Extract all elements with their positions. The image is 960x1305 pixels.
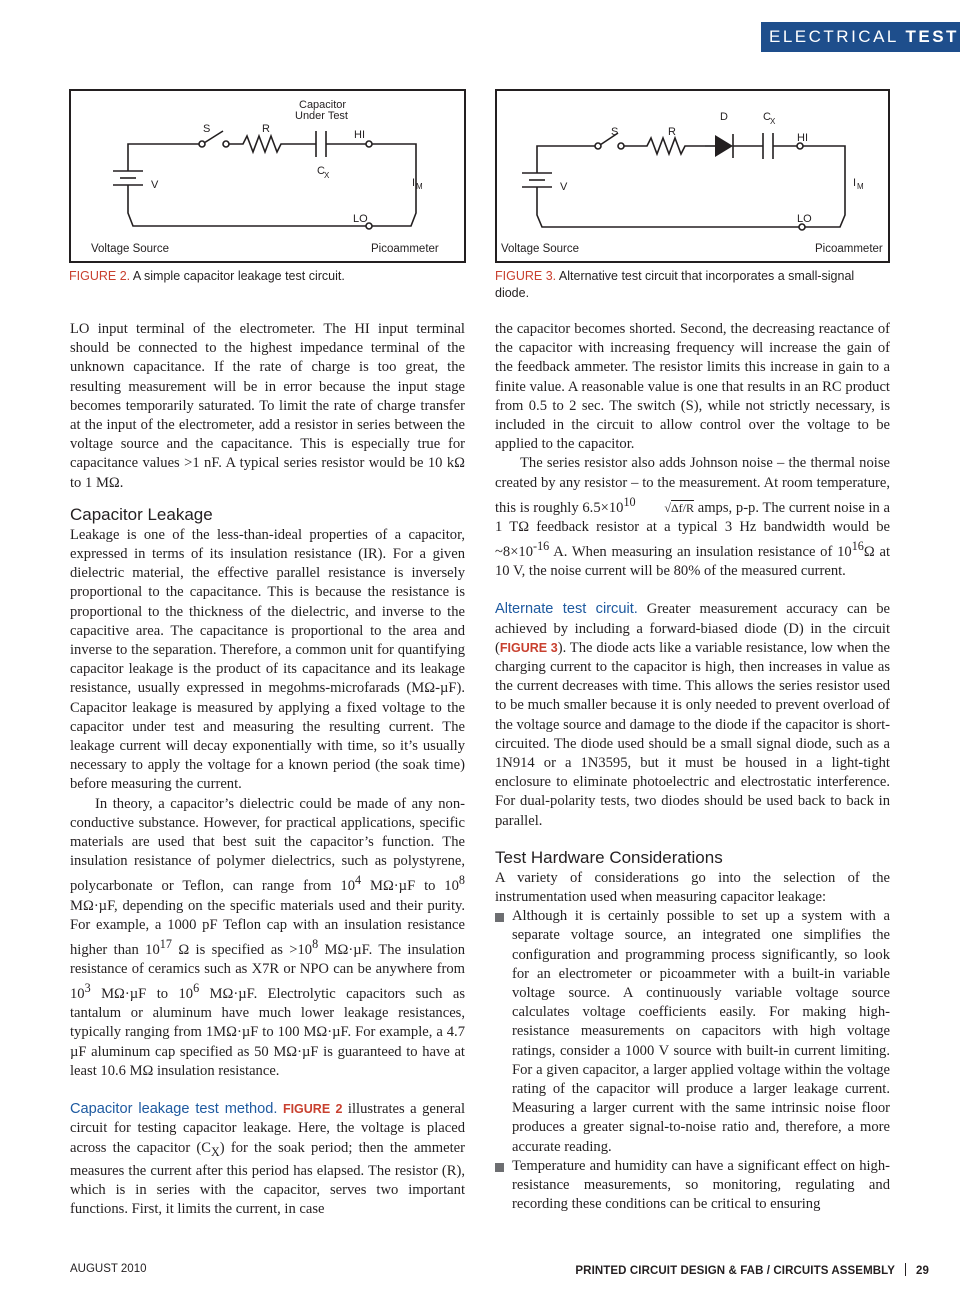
run-in-head-test-method: Capacitor leakage test method.: [70, 1101, 278, 1118]
heading-test-hardware: Test Hardware Considerations: [495, 847, 723, 867]
right-paragraph-3: Alternate test circuit. Greater measurement accuracy can be achieved by including a forward-biased diode (D) in the circuit (FIGURE 3). The diode acts like a variable resistance, low when the charging current to the capacitor is high, then increases in value as the current decreases with time. This allows the series resistor used to be much smaller because it is only needed to prevent overload of the voltage source and damage to the diode if the capacitor is short-circuited. The diode used should be a small signal diode, such as a 1N914 or a 1N3595, but it must be housed in a light-tight enclosure to eliminate photoelectric and electrostatic interference. For dual-polarity tests, two diodes should be used back to back in parallel.: [495, 601, 891, 829]
figure-3-reference: FIGURE 3: [499, 640, 558, 655]
fig2-label-cx-sub: X: [324, 171, 330, 180]
fig3-label-source: Voltage Source: [501, 243, 580, 255]
figure-2-caption-label: FIGURE 2.: [69, 269, 131, 283]
left-paragraph-4: Capacitor leakage test method. FIGURE 2 illustrates a general circuit for testing capacitor leakage. Here, the voltage is placed across the capacitor $(C_X)$ for the soak period; then the ammeter measures the current after this period has elapsed. The resistor (R), which is in series with the capacitor, serves two important functions. First, it limits the current, in case: [70, 1101, 466, 1218]
fig3-label-cx: C: [763, 111, 771, 123]
section-header: [761, 22, 960, 52]
section-header-light: ELECTRICAL: [769, 27, 899, 46]
fig2-label-cx: C: [317, 165, 325, 177]
page-number: 29: [916, 1265, 929, 1277]
figure-2-circuit: [69, 89, 466, 263]
left-paragraph-2: Leakage is one of the less-than-ideal properties of a capacitor, expressed in terms of its insulation resistance (IR). For a given dielectric material, the effective parallel resistance is inversely proportional to the capacitance. This is because the resistance is proportional to the thickness of the dielectric, and inverse to the capacitive area. The capacitance is proportional to the area and inverse to the separation. Therefore, a common unit for quantifying capacitor leakage is the product of its capacitance and its leakage resistance, usually expressed in megohms-microfarads (MΩ-µF). Capacitor leakage is measured by applying a fixed voltage to the capacitor under test and measuring the resulting current. The leakage current will decay exponentially with time, so it’s usually necessary to apply the voltage for a known period (the soak time) before measuring the current.: [70, 526, 465, 793]
right-paragraph-2: The series resistor also adds Johnson noise – the thermal noise created by any resistor – to the measurement. At room temperature, this is roughly $6.5\times 10^{10}$ √Δf/R amps, p-p. The current noise in a 1 TΩ feedback resistor at a typical 3 Hz bandwidth would be $\sim 8\times 10^{-16}$ A. When measuring an insulation resistance of $10^{16}\Omega$ at 10 V, the noise current will be 80% of the measured current.: [495, 455, 890, 580]
fig2-label-capacitor-2: Under Test: [295, 110, 348, 122]
fig2-label-v: V: [151, 179, 159, 191]
list-item: Temperature and humidity can have a significant effect on high-resistance measurements, so monitoring, regulating and recording these conditions can be critical to ensuring: [495, 1157, 890, 1215]
heading-capacitor-leakage: Capacitor Leakage: [70, 504, 213, 524]
fig2-label-s: S: [203, 123, 211, 135]
fig3-label-im-sub: M: [857, 182, 864, 191]
figure-2-caption-text: A simple capacitor leakage test circuit.: [130, 269, 345, 283]
fig3-label-d: D: [720, 111, 728, 123]
right-paragraph-1: the capacitor becomes shorted. Second, the decreasing reactance of the capacitor with increasing frequency will increase the gain of the feedback ammeter. The resistor limits this increase in gain to a finite value. A reasonable value is one that results in an RC product from 0.5 to 2 sec. The switch (S), while not strictly necessary, is included in the circuit to allow control over the voltage to be applied to the capacitor.: [495, 321, 890, 453]
fig3-label-im: I: [853, 177, 857, 189]
section-header-bold: TEST: [905, 27, 959, 46]
considerations-list: [495, 907, 890, 1214]
run-in-head-alternate-circuit: Alternate test circuit.: [495, 601, 638, 618]
left-paragraph-1: LO input terminal of the electrometer. The HI input terminal should be connected to the highest impedance terminal of the unknown capacitance. If the rate of charge is too great, the resulting measurement will be in error because the input stage becomes temporarily saturated. To limit the rate of charge transfer at the input of the electrometer, add a resistor in series between the voltage source and the capacitance. This is especially true for capacitance values >1 nF. A typical series resistor would be 10 kΩ to 1 MΩ.: [70, 321, 465, 491]
figure-3-caption: [495, 268, 890, 302]
right-column: [495, 320, 890, 1214]
figure-2-reference: FIGURE 2: [282, 1102, 343, 1117]
footer-publication: PRINTED CIRCUIT DESIGN & FAB / CIRCUITS ASSEMBLY: [575, 1265, 895, 1277]
left-paragraph-3: In theory, a capacitor’s dielectric could be made of any non-conductive substance. However, for practical applications, specific materials are used that best suit the capacitor’s function. The insulation resistance of polymer dielectrics, such as polystyrene, polycarbonate or Teflon, can range from $10^4$ MΩ·µF to $10^8$ MΩ·µF, depending on the specific materials used and their purity. For example, a 1000 pF Teflon cap with an insulation resistance higher than $10^{17}$ Ω is specified as $>10^8$ MΩ·µF. The insulation resistance of ceramics such as X7R or NPO can be anywhere from $10^3$ MΩ·µF to $10^6$ MΩ·µF. Electrolytic capacitors such as tantalum or aluminum have much lower leakage resistances, typically ranging from 1MΩ·µF to 100 MΩ·µF. For example, a 4.7 µF aluminum cap specified as 50 MΩ·µF is guaranteed to have at least 10.6 MΩ insulation resistance.: [70, 795, 465, 1079]
fig2-label-hi: HI: [354, 129, 365, 141]
fig3-label-meter: Picoammeter: [815, 243, 883, 255]
fig3-label-hi: HI: [797, 132, 808, 144]
fig2-label-capacitor-1: Capacitor: [299, 99, 347, 111]
fig2-label-lo: LO: [353, 213, 368, 225]
fig3-label-r: R: [668, 126, 676, 138]
fig2-label-meter: Picoammeter: [371, 243, 439, 255]
left-column: [70, 320, 465, 1219]
list-item: Although it is certainly possible to set up a system with a separate voltage source, an integrated one simplifies the configuration and programming process significantly, so look for an electrometer or picoammeter with a built-in variable voltage source. A continuously variable voltage source calculates voltage coefficients easily. For making high-resistance measurements on capacitors with high voltage ratings, consider a 1000 V source with built-in current limiting. For a given capacitor, a larger applied voltage within the voltage rating of the capacitor will produce a larger leakage current. Measuring a larger current with the same intrinsic noise floor produces a greater signal-to-noise ratio and, therefore, a more accurate reading.: [495, 907, 890, 1157]
figure-3-caption-label: FIGURE 3.: [495, 269, 557, 283]
fig2-label-im-sub: M: [416, 182, 423, 191]
right-paragraph-4: A variety of considerations go into the selection of the instrumentation used when measuring capacitor leakage:: [495, 869, 890, 905]
figure-2-caption: [69, 268, 466, 285]
fig2-label-source: Voltage Source: [91, 243, 170, 255]
fig3-label-lo: LO: [797, 213, 812, 225]
fig2-label-r: R: [262, 123, 270, 135]
fig2-label-im: I: [412, 177, 416, 189]
figure-3-circuit: [495, 89, 890, 263]
fig3-label-cx-sub: X: [770, 117, 776, 126]
footer-date: AUGUST 2010: [70, 1263, 147, 1275]
figure-3-caption-text: Alternative test circuit that incorporates a small-signal diode.: [495, 269, 855, 300]
fig3-label-v: V: [560, 181, 568, 193]
fig3-label-s: S: [611, 126, 619, 138]
footer-publication-block: [575, 1263, 929, 1277]
